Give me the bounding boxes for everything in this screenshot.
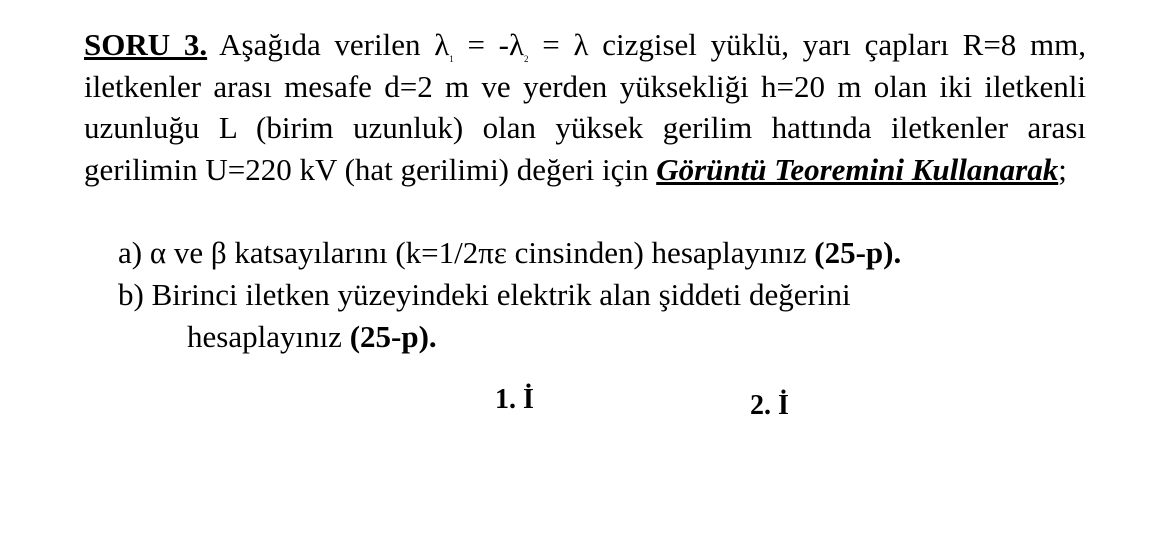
subquestion-b xyxy=(118,274,851,316)
question-end: ; xyxy=(1058,151,1067,187)
lambda2-subscript: 2 xyxy=(524,54,529,64)
conductor-1-label: 1. İ xyxy=(495,384,534,415)
question-text-intro: Aşağıda verilen λ xyxy=(207,27,450,62)
subquestion-a xyxy=(118,232,901,274)
method-emphasis: Görüntü Teoremini Kullanarak xyxy=(656,151,1059,187)
subquestion-b-text-cont: hesaplayınız xyxy=(187,319,350,354)
subquestion-b-points: (25-p). xyxy=(349,319,437,354)
lambda1-subscript: 1 xyxy=(449,54,454,64)
subquestion-b-text: b) Birinci iletken yüzeyindeki elektrik alan şiddeti değerini xyxy=(118,277,851,312)
subquestion-a-points: (25-p). xyxy=(814,235,902,270)
question-label: SORU 3. xyxy=(84,27,208,62)
conductor-2-label: 2. İ xyxy=(750,390,789,421)
question-text-mid1: = -λ xyxy=(453,27,525,62)
subquestion-a-text: a) α ve β katsayılarını (k=1/2πε cinsinden) hesaplayınız xyxy=(118,235,815,270)
subquestion-b-continuation xyxy=(187,316,437,358)
question-text-body: = λ cizgisel yüklü, yarı çapları R=8 mm, iletkenler arası mesafe d=2 m ve yerden yüksekliği h=20 m olan iki iletkenli uzunluğu L (birim uzunluk) olan yüksek gerilim hattında iletkenler arası gerilimin U=220 kV (hat gerilimi) değeri için xyxy=(84,27,1086,187)
question-paragraph xyxy=(84,24,1086,190)
